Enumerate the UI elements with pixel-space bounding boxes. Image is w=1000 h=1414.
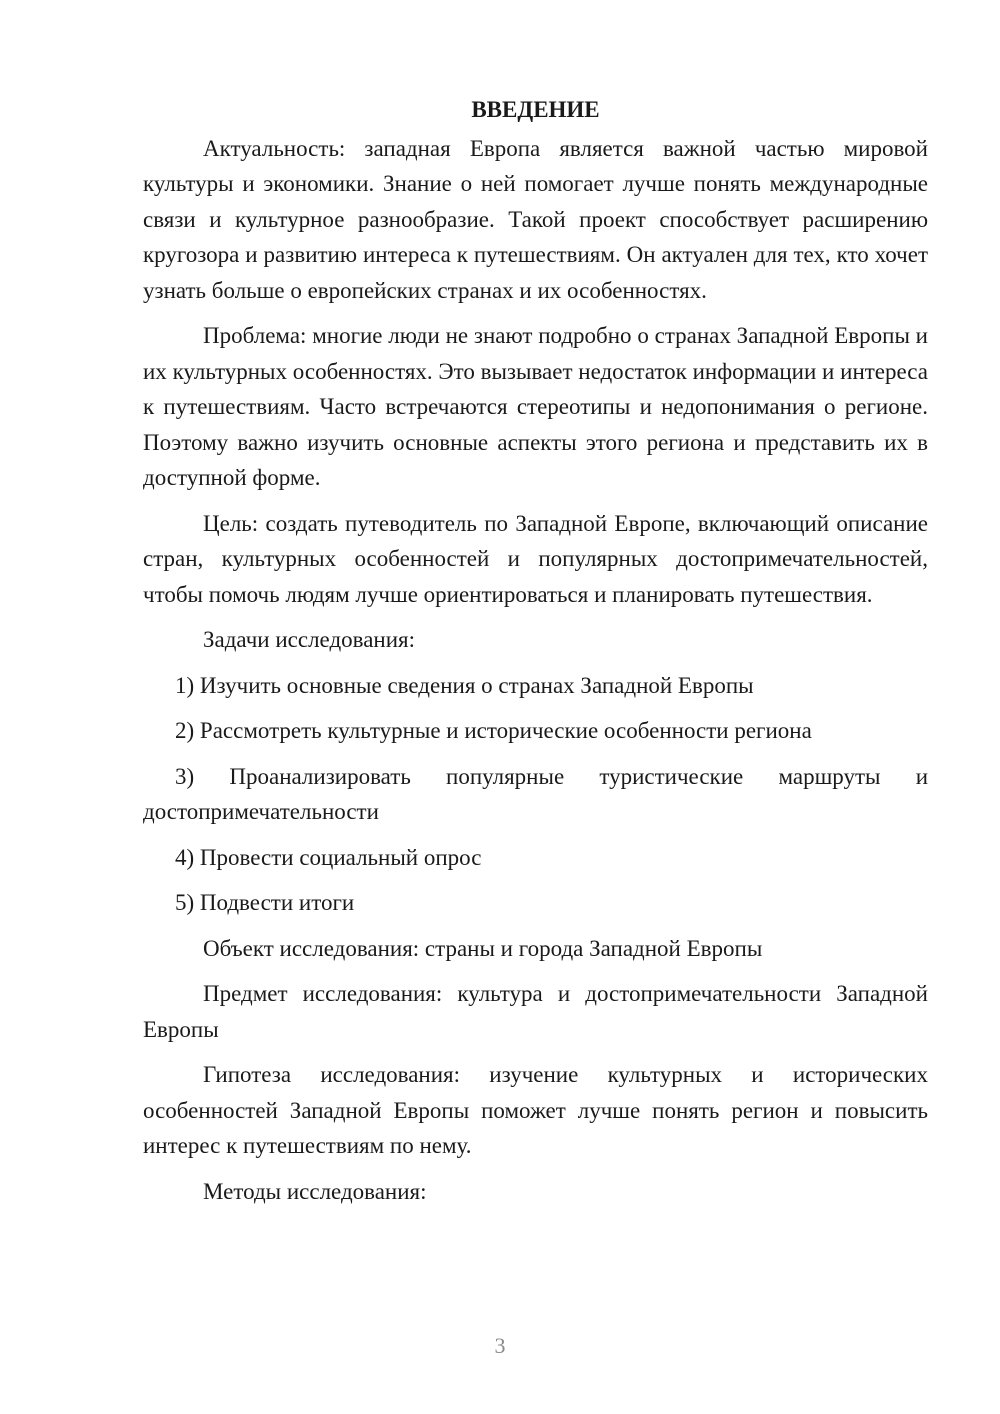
task-item-5: 5) Подвести итоги [175, 890, 355, 915]
goal-paragraph: Цель: создать путеводитель по Западной Европе, включающий описание стран, культурных особенностей и популярных достопримечательностей, чтобы помочь людям лучше ориентироваться и планировать путешествия. [143, 510, 928, 607]
tasks-title: Задачи исследования: [203, 627, 416, 652]
page-title: ВВЕДЕНИЕ [471, 97, 600, 122]
subject-paragraph: Предмет исследования: культура и достопримечательности Западной Европы [143, 981, 928, 1042]
relevance-paragraph: Актуальность: западная Европа является важной частью мировой культуры и экономики. Знание о ней помогает лучше понять международные связи и культурное разнообразие. Такой проект способствует расширению кругозора и развитию интереса к путешествиям. Он актуален для тех, кто хочет узнать больше о европейских странах и их особенностях. [143, 135, 928, 303]
page-number: 3 [494, 1333, 506, 1358]
task-item-2: 2) Рассмотреть культурные и исторические особенности региона [175, 718, 812, 743]
hypothesis-paragraph: Гипотеза исследования: изучение культурных и исторических особенностей Западной Европы поможет лучше понять регион и повысить интерес к путешествиям по нему. [143, 1062, 928, 1158]
page-body [143, 92, 928, 1219]
task-item-3: 3) Проанализировать популярные туристические маршруты и достопримечательности [143, 763, 928, 824]
methods-paragraph: Методы исследования: [203, 1178, 427, 1204]
task-item-4: 4) Провести социальный опрос [175, 844, 482, 870]
object-paragraph: Объект исследования: страны и города Западной Европы [203, 935, 763, 961]
problem-paragraph: Проблема: многие люди не знают подробно о странах Западной Европы и их культурных особенностях. Это вызывает недостаток информации и интереса к путешествиям. Часто встречаются стереотипы и недопонимания о регионе. Поэтому важно изучить основные аспекты этого региона и представить их в доступной форме. [143, 323, 928, 490]
task-item-1: 1) Изучить основные сведения о странах Западной Европы [175, 672, 754, 698]
